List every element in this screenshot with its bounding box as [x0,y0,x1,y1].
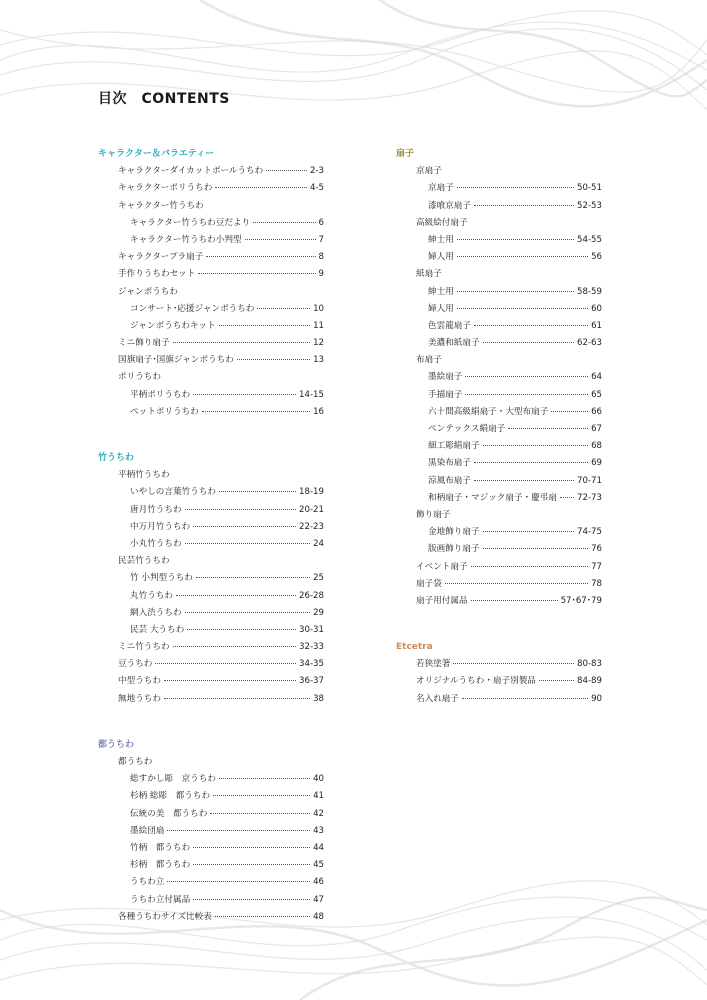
entry-label: ペンテックス絹扇子 [428,424,506,434]
entry-page-number: 57･67･79 [560,595,602,606]
dot-leader [215,916,310,917]
entry-label: ミニ飾り扇子 [118,338,170,349]
dot-leader [457,256,588,257]
entry-page-number: 74-75 [577,527,602,538]
dot-leader [185,612,310,613]
dot-leader [474,325,588,326]
entry-page-number: 47 [313,894,324,905]
entry-label: 扇子袋 [416,578,442,589]
toc-entry[interactable] [396,455,602,472]
toc-entry[interactable] [98,605,324,622]
entry-label: 民芸 大うちわ [130,624,185,635]
toc-entry[interactable] [396,421,602,438]
entry-page-number: 48 [313,911,324,922]
entry-label: 扇子用付属品 [416,595,468,606]
toc-entry[interactable] [98,404,324,421]
entry-label: 名入れ扇子 [416,693,459,704]
toc-entry[interactable] [98,691,324,708]
entry-page-number: 10 [313,303,324,314]
entry-page-number: 64 [591,372,602,383]
entry-page-number: 34-35 [299,659,324,670]
entry-page-number: 56 [591,252,602,263]
toc-entry[interactable] [396,404,602,421]
entry-page-number: 58-59 [577,286,602,297]
entry-label: 民芸竹うちわ [118,556,170,567]
entry-label: 竹柄 都うちわ [130,842,191,853]
entry-page-number: 78 [591,578,602,589]
entry-label: 平柄竹うちわ [118,470,170,481]
entry-label: 漆喰京扇子 [428,200,471,211]
toc-entry[interactable] [396,215,602,232]
toc-entry[interactable] [98,570,324,587]
dot-leader [193,899,310,900]
entry-page-number: 70-71 [577,475,602,486]
dot-leader [164,680,296,681]
entry-label: 婦人用 [428,303,454,314]
entry-label: 涼風布扇子 [428,475,471,486]
toc-entry[interactable] [98,301,324,318]
entry-label: 黒染布扇子 [428,458,471,469]
dot-leader [185,543,310,544]
toc-entry[interactable] [98,352,324,369]
dot-leader [173,342,310,343]
dot-leader [457,308,588,309]
toc-entry[interactable] [98,553,324,570]
entry-label: 紙扇子 [416,269,442,280]
toc-column-right [396,146,602,737]
entry-label: ジャンボうちわ [118,286,178,297]
entry-label: 色雲龍扇子 [428,320,471,331]
entry-page-number: 77 [591,561,602,572]
toc-entry[interactable] [98,318,324,335]
entry-page-number: 32-33 [299,642,324,653]
toc-column-left [98,146,324,955]
dot-leader [474,480,574,481]
toc-entry[interactable] [98,266,324,283]
toc-entry[interactable] [396,335,602,352]
entry-page-number: 84-89 [577,676,602,687]
toc-entry[interactable] [98,754,324,771]
toc-section-bamboo [98,450,324,708]
entry-page-number: 13 [313,355,324,366]
dot-leader [483,342,574,343]
dot-leader [167,830,310,831]
entry-page-number: 54-55 [577,234,602,245]
entry-page-number: 38 [313,693,324,704]
toc-entry[interactable] [396,673,602,690]
entry-label: 総すかし彫 京うちわ [130,774,216,785]
dot-leader [465,394,588,395]
entry-label: 杉柄 都うちわ [130,860,191,871]
dot-leader [237,359,310,360]
toc-entry[interactable] [98,519,324,536]
entry-page-number: 8 [318,252,324,263]
entry-label: ミニ竹うちわ [118,642,170,653]
entry-label: 平柄ポリうちわ [130,389,191,400]
dot-leader [196,577,310,578]
toc-entry[interactable] [98,771,324,788]
entry-label: 杉柄 総彫 都うちわ [130,791,211,802]
dot-leader [213,795,310,796]
toc-entry[interactable] [396,318,602,335]
entry-page-number: 11 [313,320,324,331]
entry-page-number: 52-53 [577,200,602,211]
dot-leader [471,566,588,567]
toc-entry[interactable] [98,588,324,605]
toc-entry[interactable] [396,352,602,369]
entry-label: 婦人用 [428,252,454,263]
entry-page-number: 12 [313,338,324,349]
toc-entry[interactable] [396,301,602,318]
page-title: 目次 CONTENTS [98,91,230,107]
toc-entry[interactable] [396,507,602,524]
toc-entry[interactable] [396,249,602,266]
dot-leader [474,205,574,206]
dot-leader [257,308,310,309]
entry-page-number: 22-23 [299,521,324,532]
decorative-wave-top [0,0,707,150]
toc-entry[interactable] [396,593,602,610]
dot-leader [185,509,296,510]
entry-label: 豆うちわ [118,659,153,670]
toc-entry[interactable] [98,484,324,501]
toc-entry[interactable] [98,198,324,215]
entry-label: 紳士用 [428,286,454,297]
entry-label: 無地うちわ [118,693,161,704]
entry-label: 唐月竹うちわ [130,504,182,515]
toc-entry[interactable] [396,198,602,215]
dot-leader [193,394,296,395]
dot-leader [453,663,574,664]
toc-entry[interactable] [396,490,602,507]
entry-label: キャラクタープラ扇子 [118,252,204,263]
entry-page-number: 9 [318,269,324,280]
entry-page-number: 72-73 [577,492,602,503]
entry-page-number: 40 [313,774,324,785]
entry-label: 伝統の美 都うちわ [130,808,208,819]
dot-leader [173,646,296,647]
entry-label: うちわ立付属品 [130,894,191,905]
entry-label: 中型うちわ [118,676,161,687]
toc-entry[interactable] [396,387,602,404]
toc-section-char [98,146,324,421]
toc-entry[interactable] [396,559,602,576]
entry-label: ペットポリうちわ [130,406,199,417]
entry-page-number: 68 [591,441,602,452]
dot-leader [551,411,588,412]
entry-label: 版画飾り扇子 [428,544,480,555]
entry-label: キャラクター竹うちわ豆だより [130,217,251,228]
entry-label: キャラクターダイカットボールうちわ [118,166,264,177]
entry-label: キャラクターポリうちわ [118,183,213,194]
entry-label: 六十間高級絹扇子・大型布扇子 [428,406,549,417]
entry-page-number: 24 [313,538,324,549]
dot-leader [193,526,296,527]
dot-leader [245,239,316,240]
entry-label: 紳士用 [428,234,454,245]
dot-leader [176,595,296,596]
toc-entry[interactable] [98,180,324,197]
entry-label: 中万月竹うちわ [130,521,191,532]
toc-entry[interactable] [98,369,324,386]
dot-leader [508,428,588,429]
entry-label: 手作りうちわセット [118,269,196,280]
section-title: 竹うちわ [98,453,135,463]
entry-page-number: 36-37 [299,676,324,687]
dot-leader [215,187,307,188]
entry-label: 国旗扇子･国旗ジャンボうちわ [118,355,234,366]
entry-page-number: 90 [591,693,602,704]
toc-entry[interactable] [98,840,324,857]
entry-page-number: 43 [313,825,324,836]
dot-leader [155,663,296,664]
entry-label: 各種うちわサイズ比較表 [118,911,212,922]
toc-entry[interactable] [98,806,324,823]
toc-entry[interactable] [98,874,324,891]
entry-page-number: 4-5 [309,183,324,194]
toc-entry[interactable] [98,163,324,180]
entry-page-number: 61 [591,320,602,331]
toc-entry[interactable] [396,180,602,197]
dot-leader [471,600,558,601]
toc-entry[interactable] [396,541,602,558]
entry-page-number: 76 [591,544,602,555]
entry-page-number: 7 [318,234,324,245]
dot-leader [462,698,588,699]
entry-page-number: 41 [313,791,324,802]
toc-entry[interactable] [396,473,602,490]
dot-leader [219,778,310,779]
entry-page-number: 62-63 [577,338,602,349]
toc-entry[interactable] [396,691,602,708]
toc-entry[interactable] [98,335,324,352]
entry-label: 墨絵団扇 [130,825,165,836]
entry-label: 竹 小判型うちわ [130,573,193,584]
entry-label: 手描扇子 [428,389,463,400]
section-title: 都うちわ [98,739,135,750]
section-title: 扇子 [396,149,415,159]
toc-entry[interactable] [98,502,324,519]
entry-label: キャラクター竹うちわ [118,200,204,211]
entry-label: 網入渋うちわ [130,607,182,618]
dot-leader [483,445,588,446]
toc-section-etc [396,639,602,708]
entry-label: 若狭塗箸 [416,659,451,670]
toc-entry[interactable] [396,369,602,386]
entry-page-number: 50-51 [577,183,602,194]
entry-page-number: 18-19 [299,487,324,498]
entry-page-number: 66 [591,406,602,417]
dot-leader [210,813,310,814]
toc-entry[interactable] [396,438,602,455]
entry-label: いやしの言葉竹うちわ [130,487,216,498]
entry-label: 都うちわ [118,757,153,767]
toc-entry[interactable] [98,788,324,805]
dot-leader [457,187,574,188]
dot-leader [539,680,574,681]
dot-leader [187,629,296,630]
entry-page-number: 44 [313,842,324,853]
dot-leader [483,548,588,549]
entry-label: うちわ立 [130,877,165,888]
dot-leader [465,376,588,377]
dot-leader [457,291,574,292]
toc-entry[interactable] [98,387,324,404]
toc-entry[interactable] [98,232,324,249]
entry-label: ジャンボうちわキット [130,320,216,331]
entry-page-number: 60 [591,303,602,314]
toc-entry[interactable] [98,857,324,874]
entry-label: 美濃和紙扇子 [428,338,480,349]
toc-entry[interactable] [396,163,602,180]
entry-page-number: 6 [318,217,324,228]
entry-label: オリジナルうちわ・扇子別製品 [416,676,536,687]
dot-leader [266,170,307,171]
dot-leader [193,864,310,865]
toc-entry[interactable] [396,266,602,283]
entry-page-number: 25 [313,573,324,584]
entry-page-number: 69 [591,458,602,469]
toc-entry[interactable] [98,215,324,232]
dot-leader [167,881,310,882]
dot-leader [445,583,588,584]
entry-page-number: 42 [313,808,324,819]
entry-page-number: 46 [313,877,324,888]
toc-section-miyako [98,737,324,926]
toc-entry[interactable] [98,249,324,266]
entry-page-number: 2-3 [309,166,324,177]
toc-entry[interactable] [98,673,324,690]
toc-entry[interactable] [396,656,602,673]
entry-page-number: 29 [313,607,324,618]
toc-entry[interactable] [396,576,602,593]
entry-page-number: 14-15 [299,389,324,400]
dot-leader [206,256,315,257]
toc-entry[interactable] [98,536,324,553]
entry-page-number: 67 [591,424,602,434]
dot-leader [219,325,310,326]
dot-leader [457,239,574,240]
toc-entry[interactable] [98,639,324,656]
entry-label: 京扇子 [428,183,454,194]
toc-entry[interactable] [98,909,324,926]
toc-entry[interactable] [396,232,602,249]
dot-leader [202,411,310,412]
dot-leader [164,698,310,699]
entry-label: キャラクター竹うちわ小判型 [130,234,242,245]
entry-label: イベント扇子 [416,561,468,572]
entry-label: 細工彫絹扇子 [428,441,480,452]
dot-leader [474,462,588,463]
entry-label: 小丸竹うちわ [130,538,182,549]
entry-label: 金地飾り扇子 [428,527,480,538]
toc-entry[interactable] [98,892,324,909]
toc-entry[interactable] [396,524,602,541]
entry-label: 京扇子 [416,166,442,177]
toc-entry[interactable] [98,467,324,484]
entry-page-number: 65 [591,389,602,400]
toc-entry[interactable] [98,622,324,639]
entry-page-number: 26-28 [299,590,324,601]
toc-entry[interactable] [396,284,602,301]
entry-page-number: 30-31 [299,624,324,635]
entry-label: 高級絵付扇子 [416,217,468,228]
entry-page-number: 80-83 [577,659,602,670]
dot-leader [198,273,315,274]
toc-entry[interactable] [98,284,324,301]
entry-page-number: 45 [313,860,324,871]
dot-leader [193,847,310,848]
entry-label: 布扇子 [416,355,442,366]
section-title: キャラクター＆バラエティー [98,149,215,159]
entry-label: コンサート･応援ジャンボうちわ [130,303,255,314]
toc-entry[interactable] [98,656,324,673]
entry-label: 墨絵扇子 [428,372,463,383]
dot-leader [560,497,574,498]
dot-leader [219,491,296,492]
entry-page-number: 20-21 [299,504,324,515]
toc-section-ogi [396,146,602,610]
entry-label: ポリうちわ [118,372,161,383]
toc-entry[interactable] [98,823,324,840]
dot-leader [253,222,315,223]
entry-page-number: 16 [313,406,324,417]
entry-label: 飾り扇子 [416,509,451,520]
dot-leader [483,531,574,532]
entry-label: 丸竹うちわ [130,590,173,601]
section-title: Etcetra [396,642,433,653]
entry-label: 和柄扇子・マジック扇子・慶弔扇 [428,492,557,503]
